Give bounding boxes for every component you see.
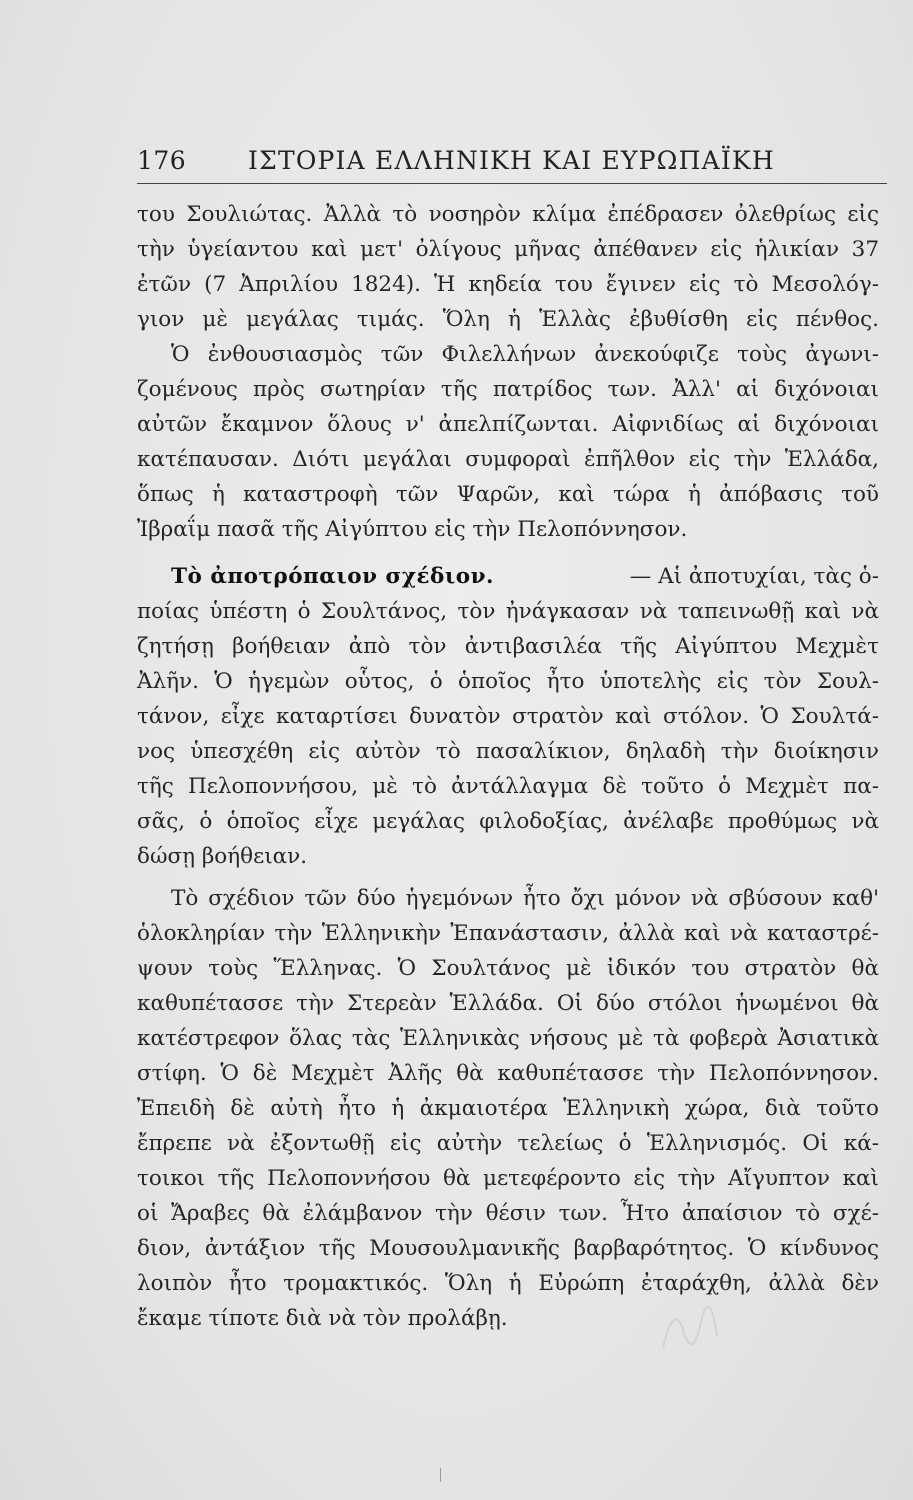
text-line: αὐτῶν ἔκαμνον ὅλους ν' ἀπελπίζωνται. Αἰφνιδίως αἱ διχόνοιαι	[137, 412, 879, 437]
text-line: Ἐπειδὴ δὲ αὐτὴ ἦτο ἡ ἀκμαιοτέρα Ἑλληνικὴ χώρα, διὰ τοῦτο	[137, 1096, 879, 1121]
section-heading-line	[137, 560, 879, 594]
text-line: του Σουλιώτας. Ἀλλὰ τὸ νοσηρὸν κλίμα ἐπέδρασεν ὀλεθρίως εἰς	[137, 202, 879, 227]
text-line: στίφη. Ὁ δὲ Μεχμὲτ Ἀλῆς θὰ καθυπέτασσε τὴν Πελοπόννησον.	[137, 1061, 879, 1086]
text-line: λοιπὸν ἦτο τρομακτικός. Ὅλη ἡ Εὐρώπη ἐταράχθη, ἀλλὰ δὲν	[137, 1271, 879, 1296]
text-line: Ὁ ἐνθουσιασμὸς τῶν Φιλελλήνων ἀνεκούφιζε τοὺς ἀγωνι-	[171, 342, 879, 367]
text-line: Ἰβραΐμ πασᾶ τῆς Αἰγύπτου εἰς τὴν Πελοπόννησον.	[137, 517, 688, 542]
text-line: διον, ἀντάξιον τῆς Μουσουλμανικῆς βαρβαρότητος. Ὁ κίνδυνος	[137, 1236, 879, 1261]
text-line: κατέπαυσαν. Διότι μεγάλαι συμφοραὶ ἐπῆλθον εἰς τὴν Ἑλλάδα,	[137, 447, 879, 472]
text-line: τοικοι τῆς Πελοποννήσου θὰ μετεφέροντο εἰς τὴν Αἴγυπτον καὶ	[137, 1166, 879, 1191]
text-line: ζομένους πρὸς σωτηρίαν τῆς πατρίδος των. Ἀλλ' αἱ διχόνοιαι	[137, 377, 879, 402]
text-line: ποίας ὑπέστη ὁ Σουλτάνος, τὸν ἠνάγκασαν νὰ ταπεινωθῇ καὶ νὰ	[137, 599, 879, 624]
text-line: τάνον, εἶχε καταρτίσει δυνατὸν στρατὸν καὶ στόλον. Ὁ Σουλτά-	[137, 704, 879, 729]
page-number: 176	[137, 146, 187, 175]
text-line: ψουν τοὺς Ἕλληνας. Ὁ Σουλτάνος μὲ ἰδικόν του στρατὸν θὰ	[137, 956, 879, 981]
text-line: ἐτῶν (7 Ἀπριλίου 1824). Ἡ κηδεία του ἔγινεν εἰς τὸ Μεσολόγ-	[137, 272, 879, 297]
text-line: Τὸ σχέδιον τῶν δύο ἡγεμόνων ἦτο ὄχι μόνον νὰ σβύσουν καθ'	[171, 886, 879, 911]
text-line: τὴν ὑγείαντου καὶ μετ' ὀλίγους μῆνας ἀπέθανεν εἰς ἡλικίαν 37	[137, 237, 879, 262]
text-line: κατέστρεφον ὅλας τὰς Ἑλληνικὰς νήσους μὲ τὰ φοβερὰ Ἀσιατικὰ	[137, 1026, 879, 1051]
text-line: ἔπρεπε νὰ ἐξοντωθῇ εἰς αὐτὴν τελείως ὁ Ἑλληνισμός. Οἱ κά-	[137, 1131, 879, 1156]
text-line: τῆς Πελοποννήσου, μὲ τὸ ἀντάλλαγμα δὲ τοῦτο ὁ Μεχμὲτ πα-	[137, 774, 879, 799]
header-rule	[137, 183, 887, 184]
text-line-continuation: — Αἱ ἀποτυχίαι, τὰς ὁ-	[629, 564, 879, 589]
stray-mark	[440, 1468, 441, 1482]
running-title: ΙΣΤΟΡΙΑ ΕΛΛΗΝΙΚΗ ΚΑΙ ΕΥΡΩΠΑΪΚΗ	[248, 146, 775, 175]
text-line: νος ὑπεσχέθη εἰς αὐτὸν τὸ πασαλίκιον, δηλαδὴ τὴν διοίκησιν	[137, 739, 879, 764]
text-line: ζητήσῃ βοήθειαν ἀπὸ τὸν ἀντιβασιλέα τῆς Αἰγύπτου Μεχμὲτ	[137, 634, 879, 659]
text-line: ὅπως ἡ καταστροφὴ τῶν Ψαρῶν, καὶ τώρα ἡ ἀπόβασις τοῦ	[137, 482, 879, 507]
section-title: Τὸ ἀποτρόπαιον σχέδιον.	[171, 564, 495, 589]
text-line: γιον μὲ μεγάλας τιμάς. Ὅλη ἡ Ἑλλὰς ἐβυθίσθη εἰς πένθος.	[137, 307, 879, 332]
text-line: σᾶς, ὁ ὁποῖος εἶχε μεγάλας φιλοδοξίας, ἀνέλαβε προθύμως νὰ	[137, 809, 879, 834]
text-line: οἱ Ἄραβες θὰ ἐλάμβανον τὴν θέσιν των. Ἦτο ἀπαίσιον τὸ σχέ-	[137, 1201, 879, 1226]
pencil-scribble	[655, 1300, 725, 1360]
text-line: καθυπέτασσε τὴν Στερεὰν Ἑλλάδα. Οἱ δύο στόλοι ἡνωμένοι θὰ	[137, 991, 879, 1016]
running-head	[137, 144, 887, 178]
text-line: Ἀλῆν. Ὁ ἡγεμὼν οὗτος, ὁ ὁποῖος ἦτο ὑποτελὴς εἰς τὸν Σουλ-	[137, 669, 879, 694]
text-line: ἔκαμε τίποτε διὰ νὰ τὸν προλάβῃ.	[137, 1306, 508, 1331]
text-line: ὁλοκληρίαν τὴν Ἑλληνικὴν Ἐπανάστασιν, ἀλλὰ καὶ νὰ καταστρέ-	[137, 921, 879, 946]
text-line: δώσῃ βοήθειαν.	[137, 844, 308, 869]
